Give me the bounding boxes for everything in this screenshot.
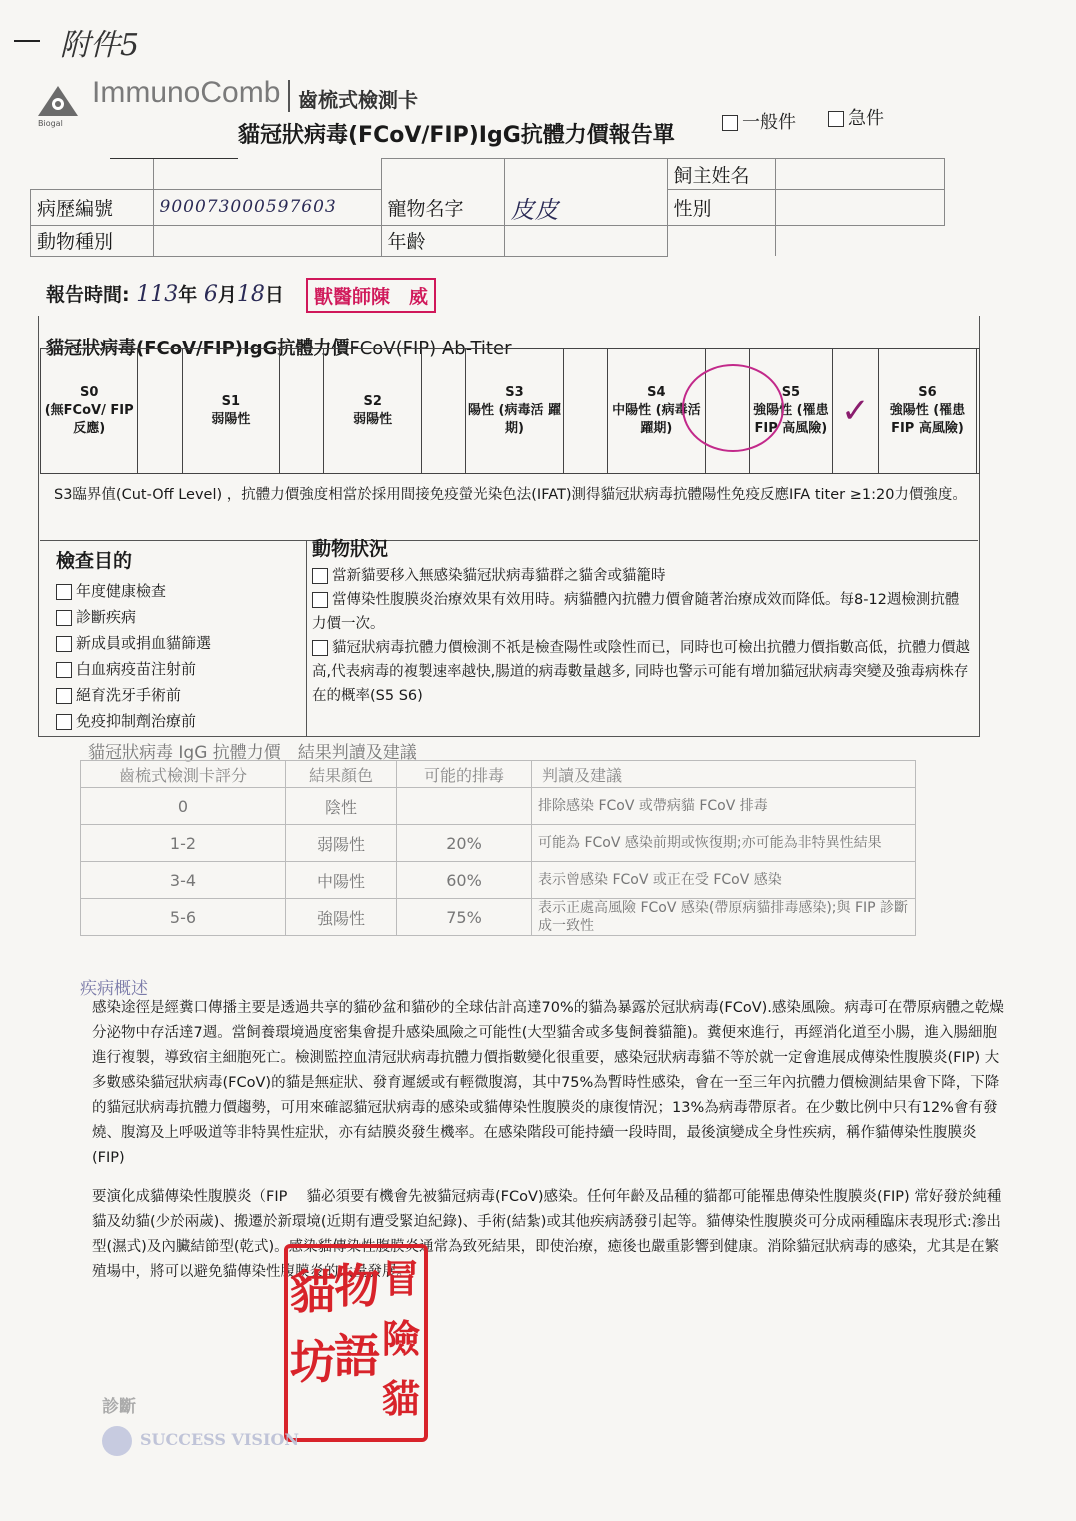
footer-logo: SUCCESS VISION: [140, 1430, 299, 1449]
checkbox[interactable]: [312, 568, 328, 584]
biogal-logo-icon: [36, 84, 80, 120]
record-no-value[interactable]: 900073000597603: [153, 190, 381, 226]
result-table: [80, 760, 916, 936]
svg-text:冒: 冒: [382, 1256, 421, 1301]
year-value: 113: [136, 282, 179, 307]
species-value[interactable]: [153, 225, 381, 256]
level-s6[interactable]: S6 強陽性 (罹患FIP 高風險): [878, 349, 976, 474]
table-row: 3-4 中陽性 60% 表示曾感染 FCoV 或正在受 FCoV 感染: [81, 862, 916, 899]
level-s4[interactable]: S4 中陽性 (病毒活 躍期): [608, 349, 706, 474]
level-s2[interactable]: S2 弱陽性: [324, 349, 422, 474]
purpose-item[interactable]: 絕育洗牙手術前: [56, 682, 301, 708]
level-gap: [422, 349, 466, 474]
table-row: 0 陰性 排除感染 FCoV 或帶病貓 FCoV 排毒: [81, 788, 916, 825]
brand-name: ImmunoComb: [92, 76, 281, 109]
level-gap: [563, 349, 607, 474]
record-no-label: 病歷編號: [31, 190, 154, 226]
report-time: 報告時間: 113年 6月18日: [46, 282, 284, 307]
owner-value[interactable]: [775, 159, 945, 190]
shop-seal: [284, 1244, 428, 1442]
table-row: 5-6 強陽性 75% 表示正處高風險 FCoV 感染(帶原病貓排毒感染);與 FIP 診斷成一致性: [81, 899, 916, 936]
selected-check-icon: ✓: [832, 349, 878, 474]
level-s0[interactable]: S0 (無FCoV/ FIP反應): [41, 349, 138, 474]
sex-label: 性別: [667, 190, 775, 226]
dash-mark: [14, 40, 40, 42]
result-header: 判讀及建議: [532, 761, 916, 788]
status-section: [312, 534, 972, 708]
option-general[interactable]: 一般件: [722, 108, 796, 134]
diagnosis-label: 診斷: [102, 1397, 136, 1417]
result-header: 齒梳式檢測卡評分: [81, 761, 286, 788]
annex-note: 附件5: [60, 28, 140, 63]
disease-paragraph-2: 要演化成貓傳染性腹膜炎（FIP 貓必須要有機會先被貓冠病毒(FCoV)感染。任何年齡及品種的貓都可能罹患傳染性腹膜炎(FIP) 常好發於純種貓及幼貓(少於兩歲)、搬遷於新環境(近期有遭受緊迫紀錄)、手術(結紮)或其他疾病誘發引起等。貓傳染性腹膜炎可分成兩種臨床表現形式:滲出型(濕式)及內臟結節型(乾式)。感染貓傳染性腹膜炎通常為致死結果，即使治療，癒後也嚴重影響到健康。消除貓冠狀病毒的感染，尤其是在繁殖場中，將可以避免貓傳染性腹膜炎的大量發展。: [92, 1189, 1002, 1280]
purpose-section: [56, 544, 301, 734]
pet-name-label: 寵物名字: [381, 190, 504, 226]
purpose-item[interactable]: 白血病疫苗注射前: [56, 656, 301, 682]
checkbox[interactable]: [312, 592, 328, 608]
vet-stamp: 獸醫師陳 威: [306, 278, 436, 313]
titer-title: 貓冠狀病毒(FCoV/FIP)IgG抗體力價FCoV(FIP) Ab-Titer: [46, 338, 512, 359]
status-title: 動物狀況: [312, 538, 389, 560]
selection-circle: [682, 364, 784, 452]
purpose-item[interactable]: 免疫抑制劑治療前: [56, 708, 301, 734]
svg-text:貓: 貓: [290, 1265, 336, 1319]
column-divider: [306, 540, 307, 736]
globe-icon: [102, 1426, 132, 1456]
urgent-checkbox[interactable]: [828, 111, 844, 127]
level-s1[interactable]: S1 弱陽性: [182, 349, 280, 474]
disease-paragraph-1: 感染途徑是經糞口傳播主要是透過共享的貓砂盆和貓砂的全球估計高達70%的貓為暴露於冠狀病毒(FCoV).感染風險。病毒可在帶原病體之乾燥分泌物中存活達7週。當飼養環境過度密集會提升感染風險之可能性(大型貓舍或多隻飼養貓籠)。糞便來進行，再經消化道至小腸，進入腸細胞進行複製，導致宿主細胞死亡。檢測監控血清冠狀病毒抗體力價指數變化很重要，感染冠狀病毒貓不等於就一定會進展成傳染性腹膜炎(FIP) 大多數感染貓冠狀病毒(FCoV)的貓是無症狀、發育遲緩或有輕微腹瀉，其中75%為暫時性感染，會在一至三年內抗體力價檢測結果會下降，下降的貓冠狀病毒抗體力價趨勢，可用來確認貓冠狀病毒的感染或貓傳染性腹膜炎的康復情況；13%為病毒帶原者。在少數比例中只有12%會有發燒、腹瀉及上呼吸道等非特異性症狀，亦有結膜炎發生機率。在感染階段可能持續一段時間，最後演變成全身性疾病，稱作貓傳染性腹膜炎(FIP): [92, 1000, 1004, 1166]
age-label: 年齡: [381, 225, 504, 256]
titer-level-table: [40, 348, 980, 474]
info-table: [30, 158, 945, 257]
checkbox[interactable]: [56, 688, 72, 704]
brand-sub: 齒梳式檢測卡: [298, 88, 418, 112]
svg-text:險: 險: [382, 1316, 421, 1361]
checkbox[interactable]: [56, 714, 72, 730]
shop-seal-icon: [288, 1248, 424, 1438]
sex-value[interactable]: [775, 190, 945, 226]
purpose-item[interactable]: 診斷疾病: [56, 604, 301, 630]
option-urgent[interactable]: 急件: [828, 104, 884, 130]
disease-section: [92, 996, 1007, 1299]
cutoff-note: S3臨界值(Cut-Off Level) ，抗體力價強度相當於採用間接免疫螢光染色法(IFAT)測得貓冠狀病毒抗體陽性免疫反應IFA titer ≥1:20力價強度。: [54, 487, 967, 503]
purpose-item[interactable]: 新成員或捐血貓篩選: [56, 630, 301, 656]
purpose-title: 檢查目的: [56, 550, 133, 572]
pet-name-value[interactable]: 皮皮: [504, 190, 667, 226]
result-table-title: 貓冠狀病毒 IgG 抗體力價 結果判讀及建議: [88, 743, 417, 763]
result-header: 結果顏色: [286, 761, 397, 788]
checkbox[interactable]: [56, 584, 72, 600]
age-value[interactable]: [504, 225, 667, 256]
level-gap: [977, 349, 980, 474]
status-item[interactable]: 當傳染性腹膜炎治療效果有效用時。病貓體內抗體力價會隨著治療成效而降低。每8-12週檢測抗體力價一次。: [312, 592, 960, 632]
month-value: 6: [203, 282, 218, 307]
brand-divider: [288, 80, 290, 112]
species-label: 動物種別: [31, 225, 154, 256]
svg-text:坊: 坊: [290, 1335, 336, 1389]
result-header: 可能的排毒: [397, 761, 532, 788]
general-checkbox[interactable]: [722, 115, 738, 131]
level-gap: [280, 349, 324, 474]
status-item[interactable]: 貓冠狀病毒抗體力價檢測不祇是檢查陽性或陰性而已，同時也可檢出抗體力價指數高低，抗體力價越高,代表病毒的複製速率越快,腸道的病毒數量越多, 同時也警示可能有增加貓冠狀病毒突變及強毒病株存在的概率(S5 S6): [312, 640, 970, 704]
day-value: 18: [236, 282, 265, 307]
checkbox[interactable]: [56, 662, 72, 678]
level-s3[interactable]: S3 陽性 (病毒活 躍期): [466, 349, 564, 474]
svg-text:貓: 貓: [382, 1376, 421, 1421]
biogal-label: Biogal: [38, 119, 63, 128]
checkbox[interactable]: [56, 636, 72, 652]
svg-text:語: 語: [334, 1329, 380, 1383]
checkbox[interactable]: [312, 640, 328, 656]
purpose-item[interactable]: 年度健康檢查: [56, 578, 301, 604]
level-gap: [138, 349, 182, 474]
owner-label: 飼主姓名: [667, 159, 775, 190]
checkbox[interactable]: [56, 610, 72, 626]
level-s5[interactable]: S5 強陽性 (罹患FIP 高風險): [749, 349, 832, 474]
disease-title: 疾病概述: [80, 979, 148, 999]
table-row: 1-2 弱陽性 20% 可能為 FCoV 感染前期或恢復期;亦可能為非特異性結果: [81, 825, 916, 862]
status-item[interactable]: 當新貓要移入無感染貓冠狀病毒貓群之貓舍或貓籠時: [312, 564, 972, 588]
report-title: 貓冠狀病毒(FCoV/FIP)IgG抗體力價報告單: [238, 123, 675, 148]
svg-text:物: 物: [334, 1259, 380, 1313]
